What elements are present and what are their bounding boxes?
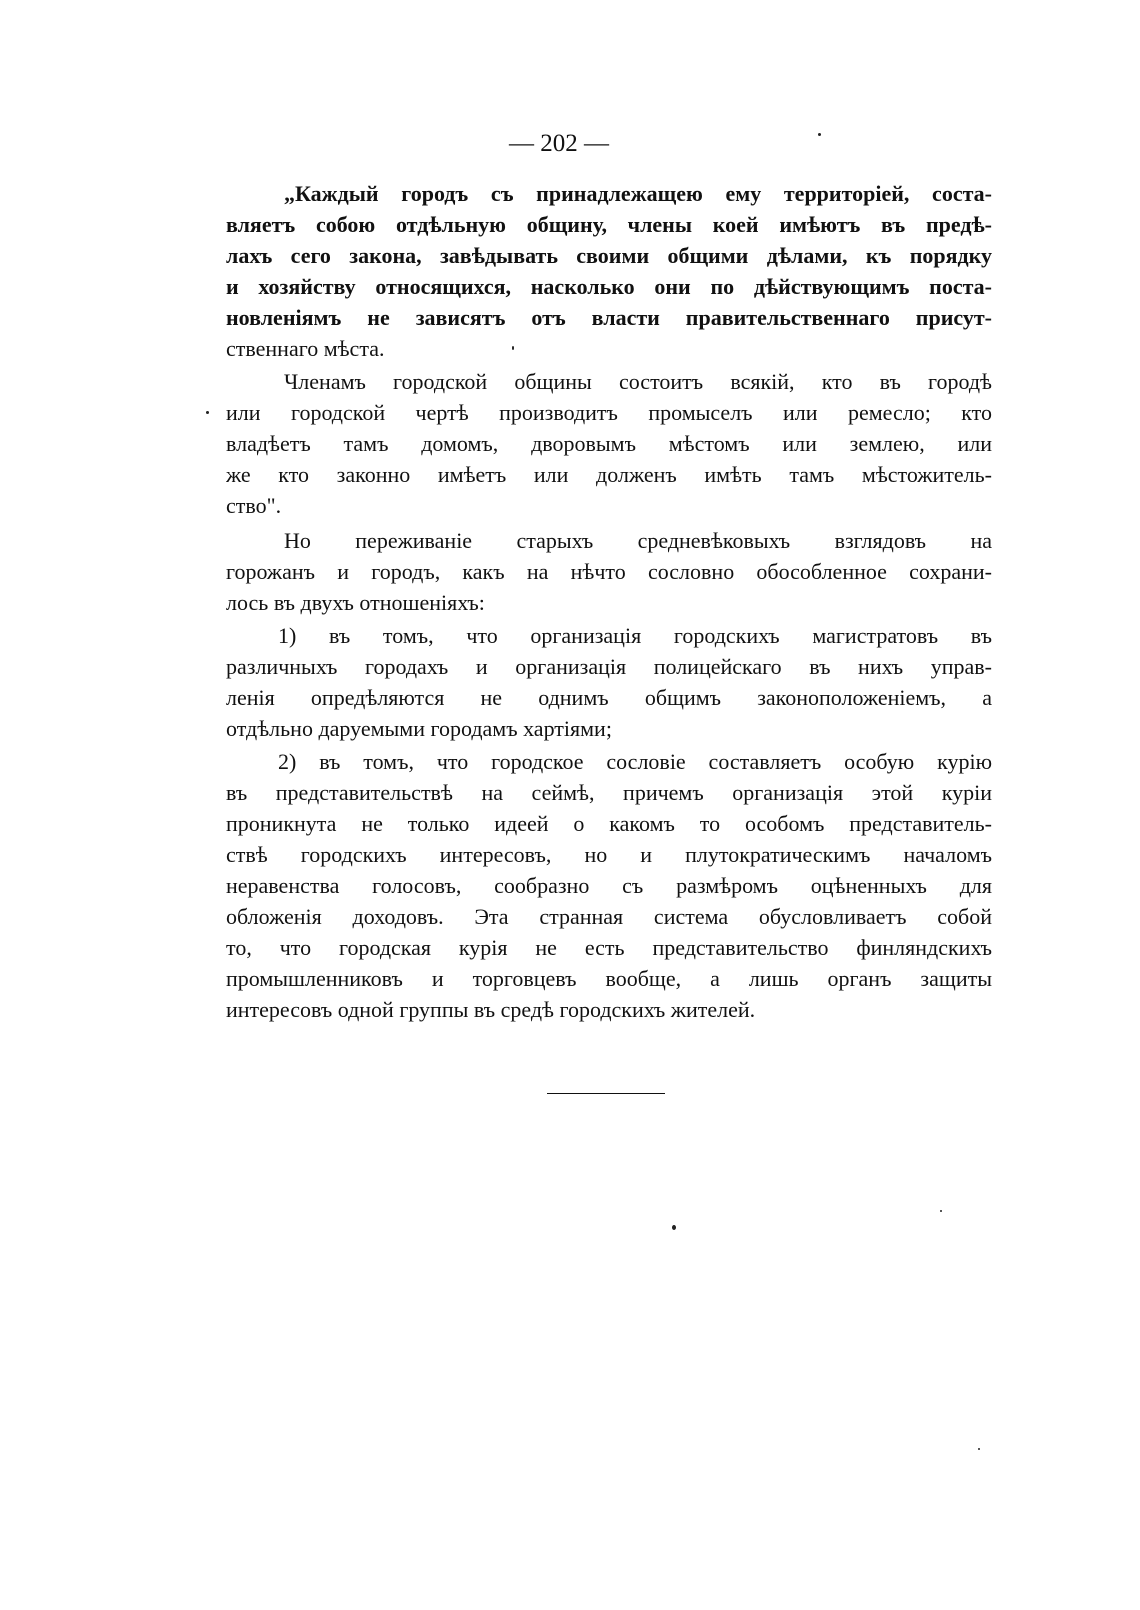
text-line: 2) въ томъ, что городское сословіе составляетъ особую курію: [278, 749, 992, 774]
text-line: то, что городская курія не есть представительство финляндскихъ: [226, 935, 992, 960]
text-line: ствѣ городскихъ интересовъ, но и плутократическимъ началомъ: [226, 842, 992, 867]
text-line: вляетъ собою отдѣльную общину, члены коей имѣютъ въ предѣ-: [226, 212, 992, 237]
text-line: различныхъ городахъ и организація полицейскаго въ нихъ управ-: [226, 654, 992, 679]
text-line: Но переживаніе старыхъ средневѣковыхъ взглядовъ на: [284, 528, 992, 553]
page-number: — 202 —: [509, 130, 609, 157]
text-line: обложенія доходовъ. Эта странная система обусловливаетъ собой: [226, 904, 992, 929]
text-line: лось въ двухъ отношеніяхъ:: [226, 590, 485, 615]
scan-speck: [818, 133, 821, 136]
text-line: ленія опредѣляются не однимъ общимъ законоположеніемъ, а: [226, 685, 992, 710]
paragraph: [226, 525, 992, 618]
text-line: промышленниковъ и торговцевъ вообще, а лишь органъ защиты: [226, 966, 992, 991]
text-line: неравенства голосовъ, сообразно съ размѣромъ оцѣненныхъ для: [226, 873, 992, 898]
text-line: „Каждый городъ съ принадлежащею ему территоріей, соста-: [284, 181, 992, 206]
paragraph: [226, 178, 992, 364]
scan-speck: [206, 411, 209, 414]
text-line: и хозяйству относящихся, насколько они по дѣйствующимъ поста-: [226, 274, 992, 299]
paragraph: [226, 746, 992, 1025]
text-line: 1) въ томъ, что организація городскихъ магистратовъ въ: [278, 623, 992, 648]
text-line: Членамъ городской общины состоитъ всякій, кто въ городѣ: [284, 369, 992, 394]
scan-speck: [940, 1210, 942, 1212]
text-line: же кто законно имѣетъ или долженъ имѣть тамъ мѣстожитель-: [226, 462, 992, 487]
text-line: въ представительствѣ на сеймѣ, причемъ организація этой куріи: [226, 780, 992, 805]
body-text: [226, 178, 992, 1025]
text-line: ственнаго мѣста.: [226, 336, 385, 361]
text-line: горожанъ и городъ, какъ на нѣчто сословно обособленное сохрани-: [226, 559, 992, 584]
text-line: лахъ сего закона, завѣдывать своими общими дѣлами, къ порядку: [226, 243, 992, 268]
text-line: ство".: [226, 493, 282, 518]
scan-speck: [978, 1448, 980, 1450]
text-line: проникнута не только идеей о какомъ то особомъ представитель-: [226, 811, 992, 836]
text-line: отдѣльно даруемыми городамъ хартіями;: [226, 716, 612, 741]
scan-speck: [672, 1225, 676, 1230]
paragraph: [226, 620, 992, 744]
paragraph: [226, 366, 992, 521]
text-line: новленіямъ не зависятъ отъ власти правительственнаго присут-: [226, 305, 992, 330]
text-line: интересовъ одной группы въ средѣ городскихъ жителей.: [226, 997, 756, 1022]
text-line: владѣетъ тамъ домомъ, дворовымъ мѣстомъ или землею, или: [226, 431, 992, 456]
text-line: или городской чертѣ производитъ промыселъ или ремесло; кто: [226, 400, 992, 425]
section-rule: [547, 1093, 665, 1094]
scan-speck: [512, 346, 514, 350]
